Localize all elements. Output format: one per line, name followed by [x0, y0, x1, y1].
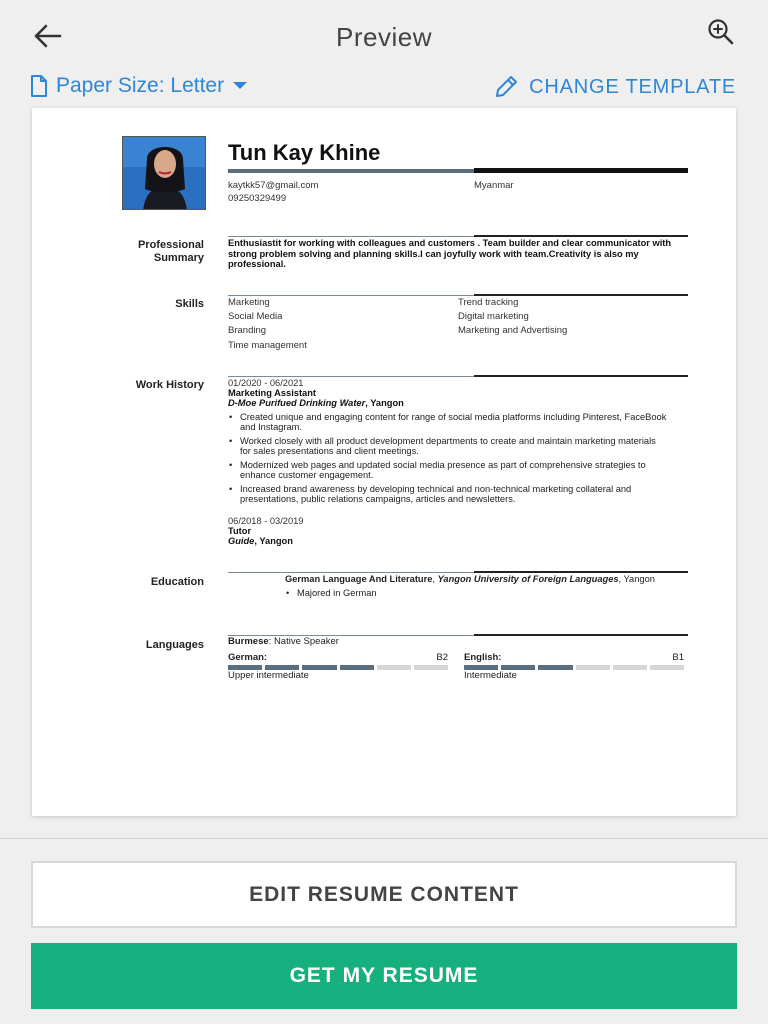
resume-name: Tun Kay Khine — [228, 140, 381, 165]
section-rule-dark — [474, 235, 688, 237]
get-my-resume-button[interactable]: GET MY RESUME — [31, 943, 737, 1009]
education-bullets — [285, 588, 685, 599]
meter-segment — [613, 665, 647, 670]
language-desc: Upper intermediate — [228, 670, 309, 681]
top-bar — [0, 0, 768, 72]
preview-options-bar — [0, 72, 768, 106]
education-entry — [285, 574, 685, 602]
job-bullet: • Created unique and engaging content for range of social media platforms including Pinterest, FaceBook and Instagram. — [228, 412, 668, 432]
section-rule-dark — [474, 634, 688, 636]
education-line: German Language And Literature, Yangon University of Foreign Languages, Yangon — [285, 574, 655, 584]
meter-segment — [377, 665, 411, 670]
paper-size-dropdown[interactable] — [30, 74, 256, 98]
edit-resume-content-button[interactable]: EDIT RESUME CONTENT — [31, 861, 737, 928]
job-bullet: • Worked closely with all product development departments to create and maintain marketing materials for sales presentations and client meetings. — [228, 436, 668, 456]
skill-item: Branding — [228, 325, 267, 336]
job-company: Guide, Yangon — [228, 536, 293, 546]
resume-phone: 09250329499 — [228, 193, 287, 204]
native-language: Burmese: Native Speaker — [228, 636, 339, 647]
language-name: German: — [228, 652, 268, 663]
language-level: B2 — [436, 652, 448, 663]
section-rule-dark — [474, 571, 688, 573]
change-template-label: CHANGE TEMPLATE — [529, 75, 736, 98]
meter-segment — [576, 665, 610, 670]
document-icon — [30, 75, 48, 97]
skill-item: Marketing — [228, 297, 270, 308]
skill-item: Time management — [228, 340, 307, 351]
skill-item: Marketing and Advertising — [458, 325, 568, 336]
section-label-skills: Skills — [175, 298, 204, 310]
section-label-summary: Professional Summary — [137, 239, 204, 264]
job-bullet: • Increased brand awareness by developing technical and non-technical marketing collateral and presentations, public relations campaigns, articles and newsletters. — [228, 484, 668, 504]
job-entry — [228, 516, 668, 546]
education-bullet: • Majored in German — [285, 588, 685, 599]
language-name: English: — [464, 652, 502, 663]
language-desc: Intermediate — [464, 670, 517, 681]
language-level: B1 — [672, 652, 684, 663]
language-german — [228, 652, 448, 681]
bottom-divider — [0, 838, 768, 839]
profile-photo — [122, 136, 206, 210]
resume-email: kaytkk57@gmail.com — [228, 180, 319, 191]
meter-segment — [650, 665, 684, 670]
job-role: Tutor — [228, 526, 252, 536]
skill-item: Trend tracking — [458, 297, 519, 308]
name-underline-dark — [474, 168, 688, 173]
zoom-in-icon — [704, 16, 738, 48]
skill-item: Social Media — [228, 311, 283, 322]
job-bullet: • Modernized web pages and updated social media presence as part of comprehensive strategies to enhance customer engagement. — [228, 460, 668, 480]
resume-location: Myanmar — [474, 180, 514, 191]
skill-item: Digital marketing — [458, 311, 529, 322]
job-company: D-Moe Purifued Drinking Water, Yangon — [228, 398, 404, 408]
meter-segment — [538, 665, 572, 670]
section-rule-dark — [474, 375, 688, 377]
job-role: Marketing Assistant — [228, 388, 316, 398]
pencil-icon — [493, 74, 519, 100]
section-label-education: Education — [150, 576, 204, 588]
job-bullets — [228, 412, 668, 504]
caret-down-icon — [232, 81, 248, 91]
paper-size-label: Paper Size: Letter — [56, 74, 225, 97]
meter-segment — [340, 665, 374, 670]
zoom-in-button[interactable] — [704, 16, 738, 48]
job-dates: 01/2020 - 06/2021 — [228, 378, 304, 388]
summary-text: Enthusiastit for working with colleagues and customers . Team builder and clear communicator with strong problem solving and planning skills.I can joyfully work with team.Creativity is also my professional. — [228, 238, 672, 269]
job-dates: 06/2018 - 03/2019 — [228, 516, 304, 526]
language-english — [464, 652, 684, 681]
section-label-work: Work History — [135, 379, 204, 391]
meter-segment — [414, 665, 448, 670]
name-underline-accent — [228, 169, 474, 173]
section-label-languages: Languages — [145, 639, 204, 651]
job-entry — [228, 378, 668, 508]
change-template-button[interactable] — [493, 74, 736, 100]
section-rule-dark — [474, 294, 688, 296]
resume-preview[interactable] — [32, 108, 736, 816]
page-title: Preview — [336, 22, 432, 52]
